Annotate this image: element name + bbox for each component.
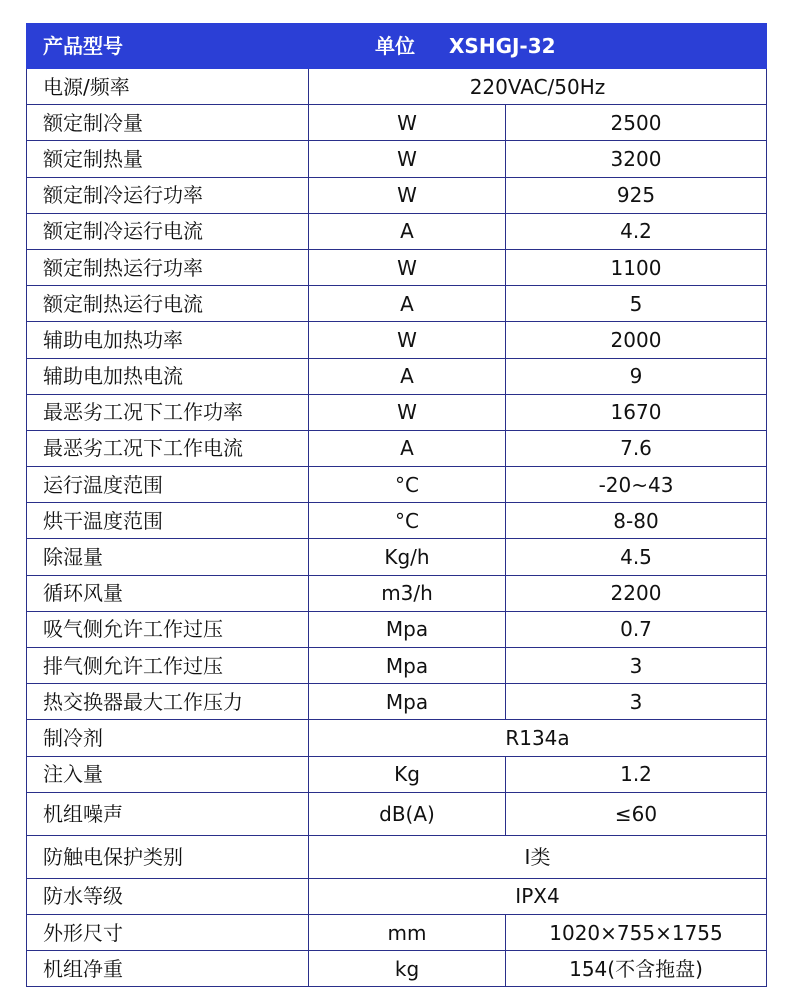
row-value: 3200 (506, 141, 767, 177)
row-label: 注入量 (27, 756, 309, 792)
row-unit: W (309, 322, 506, 358)
table-row (27, 430, 767, 466)
row-unit: W (309, 177, 506, 213)
row-value: 4.5 (506, 539, 767, 575)
row-unit: A (309, 430, 506, 466)
row-label: 辅助电加热功率 (27, 322, 309, 358)
table-row (27, 141, 767, 177)
row-label: 制冷剂 (27, 720, 309, 756)
table-row (27, 503, 767, 539)
row-value: 3 (506, 648, 767, 684)
row-value: 2500 (506, 105, 767, 141)
row-value: 4.2 (506, 213, 767, 249)
table-row (27, 539, 767, 575)
row-value: 2000 (506, 322, 767, 358)
row-value: -20~43 (506, 467, 767, 503)
table-row (27, 213, 767, 249)
row-value: 9 (506, 358, 767, 394)
row-label: 额定制冷运行电流 (27, 213, 309, 249)
row-value: 8-80 (506, 503, 767, 539)
row-label: 额定制热运行电流 (27, 286, 309, 322)
table-row (27, 394, 767, 430)
row-unit: Mpa (309, 684, 506, 720)
row-value: 1020×755×1755 (506, 914, 767, 950)
table-row (27, 951, 767, 987)
row-merged-value: IPX4 (309, 878, 767, 914)
row-value: 1.2 (506, 756, 767, 792)
row-label: 机组净重 (27, 951, 309, 987)
row-unit: °C (309, 503, 506, 539)
row-unit: W (309, 105, 506, 141)
table-row (27, 249, 767, 285)
table-row (27, 878, 767, 914)
row-label: 除湿量 (27, 539, 309, 575)
header-unit-label: 单位 (375, 34, 415, 58)
row-value: ≤60 (506, 792, 767, 835)
table-row (27, 611, 767, 647)
table-header-row (27, 24, 767, 69)
row-value: 1100 (506, 249, 767, 285)
row-value: 154(不含拖盘) (506, 951, 767, 987)
row-label: 电源/频率 (27, 69, 309, 105)
table-row (27, 467, 767, 503)
table-row (27, 835, 767, 878)
row-unit: m3/h (309, 575, 506, 611)
row-label: 辅助电加热电流 (27, 358, 309, 394)
table-row (27, 286, 767, 322)
row-unit: °C (309, 467, 506, 503)
table-row (27, 648, 767, 684)
row-label: 额定制冷量 (27, 105, 309, 141)
row-label: 防触电保护类别 (27, 835, 309, 878)
row-unit: W (309, 141, 506, 177)
row-unit: A (309, 286, 506, 322)
row-unit: W (309, 394, 506, 430)
table-row (27, 322, 767, 358)
header-model-value: XSHGJ-32 (449, 34, 556, 58)
row-merged-value: R134a (309, 720, 767, 756)
row-label: 排气侧允许工作过压 (27, 648, 309, 684)
table-row (27, 105, 767, 141)
row-merged-value: 220VAC/50Hz (309, 69, 767, 105)
row-value: 2200 (506, 575, 767, 611)
table-row (27, 684, 767, 720)
table-row (27, 792, 767, 835)
table-row (27, 177, 767, 213)
row-label: 外形尺寸 (27, 914, 309, 950)
row-unit: Kg/h (309, 539, 506, 575)
row-value: 925 (506, 177, 767, 213)
row-value: 5 (506, 286, 767, 322)
row-unit: dB(A) (309, 792, 506, 835)
row-unit: mm (309, 914, 506, 950)
table-row (27, 69, 767, 105)
row-label: 机组噪声 (27, 792, 309, 835)
table-row (27, 756, 767, 792)
row-value: 0.7 (506, 611, 767, 647)
row-unit: Mpa (309, 648, 506, 684)
row-unit: W (309, 249, 506, 285)
row-label: 最恶劣工况下工作电流 (27, 430, 309, 466)
table-row (27, 720, 767, 756)
row-label: 循环风量 (27, 575, 309, 611)
table-row (27, 358, 767, 394)
row-label: 最恶劣工况下工作功率 (27, 394, 309, 430)
row-label: 额定制冷运行功率 (27, 177, 309, 213)
row-unit: A (309, 213, 506, 249)
row-label: 防水等级 (27, 878, 309, 914)
header-unit-model (309, 24, 767, 69)
table-row (27, 575, 767, 611)
row-label: 热交换器最大工作压力 (27, 684, 309, 720)
table-row (27, 914, 767, 950)
row-value: 7.6 (506, 430, 767, 466)
row-unit: A (309, 358, 506, 394)
header-product-model: 产品型号 (27, 24, 309, 69)
row-value: 1670 (506, 394, 767, 430)
row-unit: Mpa (309, 611, 506, 647)
spec-table (26, 23, 767, 987)
row-unit: kg (309, 951, 506, 987)
row-label: 额定制热运行功率 (27, 249, 309, 285)
row-value: 3 (506, 684, 767, 720)
row-label: 运行温度范围 (27, 467, 309, 503)
row-label: 额定制热量 (27, 141, 309, 177)
row-merged-value: I类 (309, 835, 767, 878)
row-label: 吸气侧允许工作过压 (27, 611, 309, 647)
row-label: 烘干温度范围 (27, 503, 309, 539)
row-unit: Kg (309, 756, 506, 792)
